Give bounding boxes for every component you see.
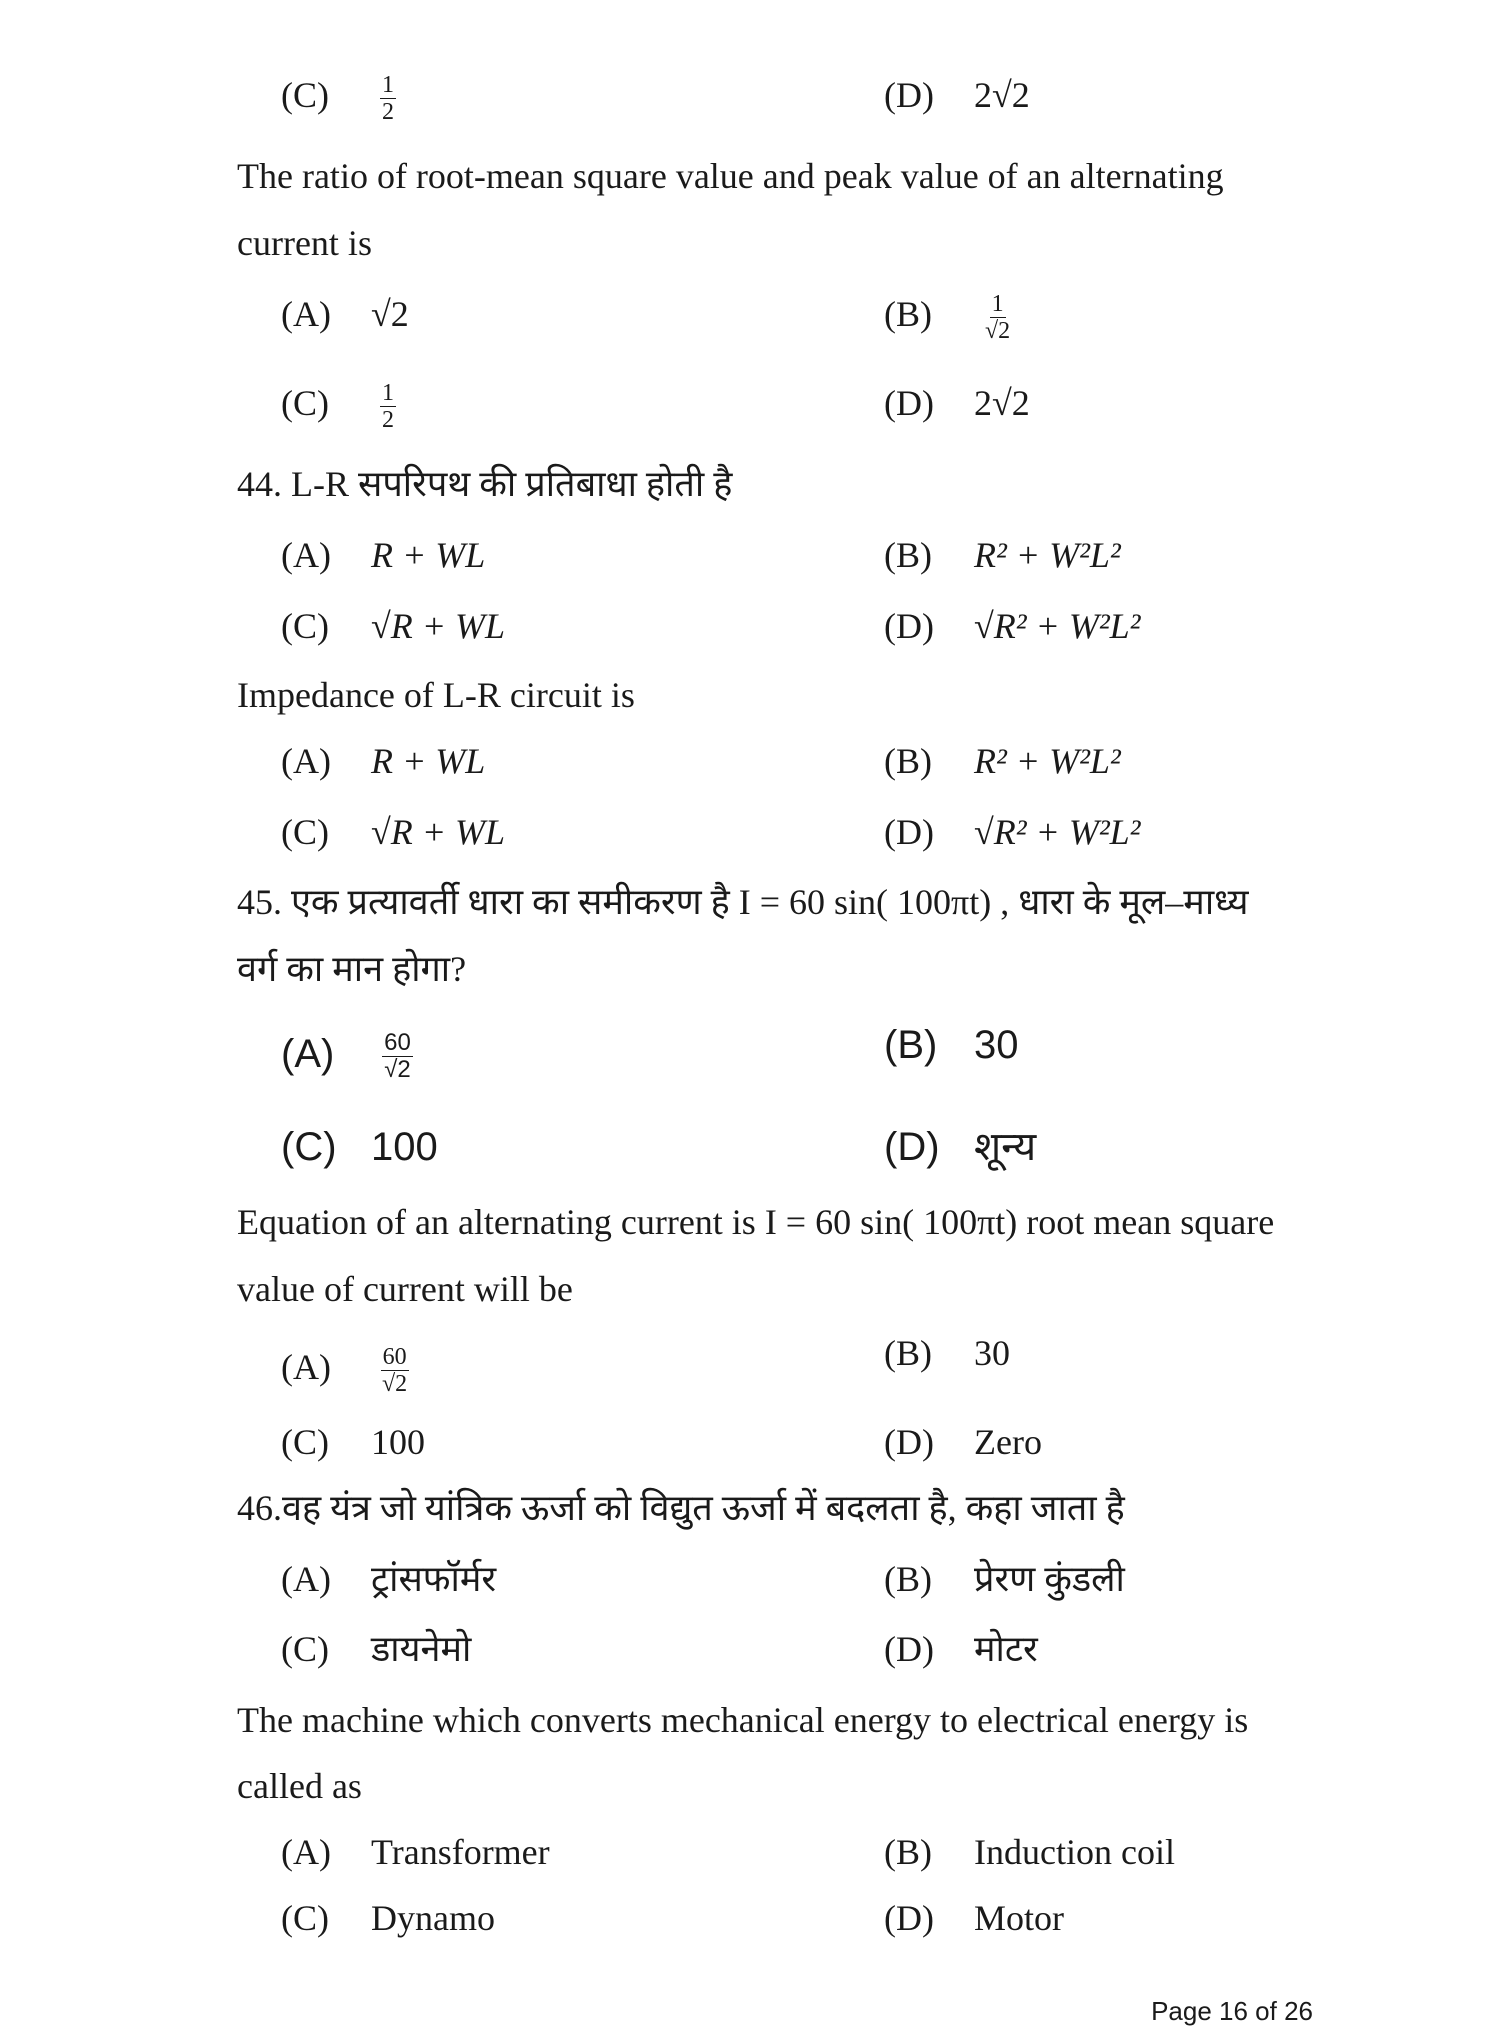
q45-en-question-line1: Equation of an alternating current is I = 60 sin( 100πt) root mean square [237,1202,1275,1242]
q46-en-option-a: (A) Transformer [281,1832,550,1872]
q46-hi-question: 46.वह यंत्र जो यांत्रिक ऊर्जा को विद्युत ऊर्जा में बदलता है, कहा जाता है [237,1488,1125,1528]
q45-hi-question-line2: वर्ग का मान होगा? [237,949,467,989]
q43-en-option-d: (D) 2√2 [884,383,1030,423]
q45-hi-question-line1: 45. एक प्रत्यावर्ती धारा का समीकरण है I = 60 sin( 100πt) , धारा के मूल–माध्य [237,882,1249,922]
q44-en-option-d: (D) √R² + W²L² [884,812,1141,852]
q43-hi-option-c: (C) $\frac{1}{2}$ [281,72,394,126]
fraction: $\frac{1}{2}$ [382,72,394,126]
fraction: $\frac{60}{√2}$ [382,1344,408,1398]
q45-en-option-a: (A) $\frac{60}{√2}$ [281,1344,408,1398]
q43-en-option-a: (A) √2 [281,294,409,334]
q45-hi-option-c: (C) 100 [281,1125,438,1169]
q46-en-question-line1: The machine which converts mechanical energy to electrical energy is [237,1700,1249,1740]
q44-hi-option-b: (B) R² + W²L² [884,535,1121,575]
fraction: $\frac{60}{√2}$ [384,1029,411,1083]
q45-en-question-line2: value of current will be [237,1269,573,1309]
fraction: $\frac{1}{2}$ [382,380,394,434]
q44-hi-option-a: (A) R + WL [281,535,486,575]
q44-en-question: Impedance of L-R circuit is [237,675,635,715]
q45-hi-option-d: (D) शून्य [884,1125,1037,1169]
q43-en-question-line1: The ratio of root-mean square value and peak value of an alternating [237,156,1224,196]
q44-hi-option-d: (D) √R² + W²L² [884,606,1141,646]
fraction: $\frac{1}{√2}$ [985,291,1011,345]
q46-en-option-c: (C) Dynamo [281,1898,495,1938]
q46-hi-option-b: (B) प्रेरण कुंडली [884,1559,1125,1599]
q43-en-option-c: (C) $\frac{1}{2}$ [281,380,394,434]
q46-hi-option-c: (C) डायनेमो [281,1629,472,1669]
q46-en-option-b: (B) Induction coil [884,1832,1175,1872]
q44-en-option-a: (A) R + WL [281,741,486,781]
q45-hi-option-a: (A) $\frac{60}{√2}$ [281,1029,411,1083]
q46-en-question-line2: called as [237,1766,362,1806]
q45-en-option-b: (B) 30 [884,1333,1010,1373]
q43-en-question-line2: current is [237,223,372,263]
q43-en-option-b: (B) $\frac{1}{√2}$ [884,291,1011,345]
page-number: Page 16 of 26 [1151,1996,1313,2026]
q46-hi-option-d: (D) मोटर [884,1629,1038,1669]
q46-en-option-d: (D) Motor [884,1898,1064,1938]
q44-hi-option-c: (C) √R + WL [281,606,506,646]
q44-en-option-b: (B) R² + W²L² [884,741,1121,781]
q45-en-option-c: (C) 100 [281,1422,425,1462]
q45-hi-option-b: (B) 30 [884,1023,1019,1067]
q44-en-option-c: (C) √R + WL [281,812,506,852]
q43-hi-option-d: (D) 2√2 [884,75,1030,115]
q44-hi-question: 44. L-R सपरिपथ की प्रतिबाधा होती है [237,464,733,504]
q46-hi-option-a: (A) ट्रांसफॉर्मर [281,1559,497,1599]
q45-en-option-d: (D) Zero [884,1422,1042,1462]
